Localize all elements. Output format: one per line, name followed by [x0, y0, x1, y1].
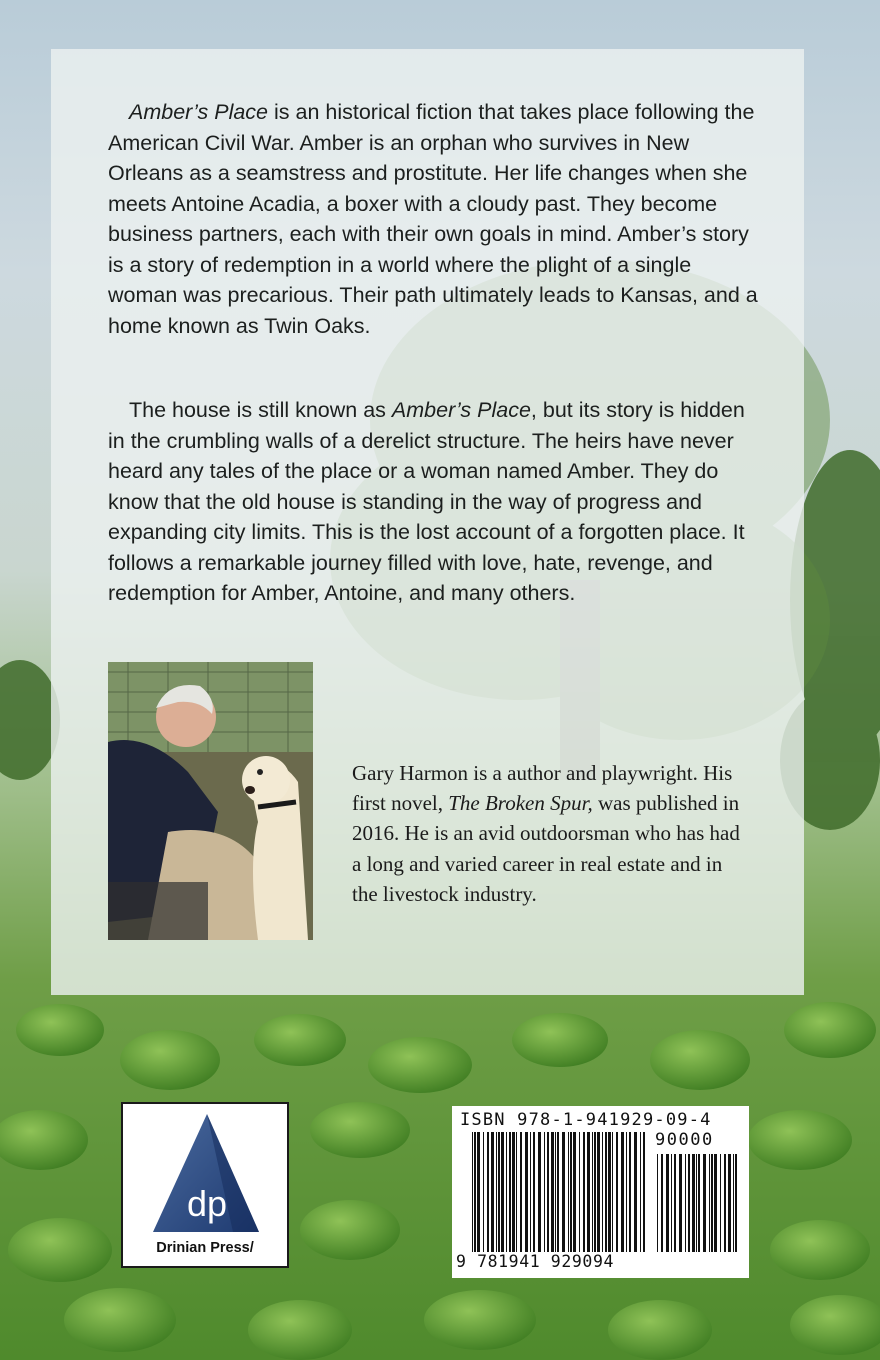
paragraph-2-after: , but its story is hidden in the crumbling walls of a derelict structure. The heirs have never heard any tales of the place or a woman named Amber. They do know that the old house is standing in the way of progress and expanding city limits. This is the lost account of a forgotten place. It follows a remarkable journey filled with love, hate, revenge, and redemption for Amber, Antoine, and many others.: [108, 398, 745, 605]
author-bio: [352, 758, 752, 909]
description-paragraph-1: [108, 97, 758, 341]
book-title-inline: Amber’s Place: [391, 398, 531, 422]
paragraph-1-text: is an historical fiction that takes place following the American Civil War. Amber is an orphan who survives in New Orleans as a seamstress and prostitute. Her life changes when she meets Antoine Acadia, a boxer with a cloudy past. They become business partners, each with their own goals in mind. Amber’s story is a story of redemption in a world where the plight of a single woman was precarious. Their path ultimately leads to Kansas, and a home known as Twin Oaks.: [108, 100, 758, 338]
addon-barcode-bars: [657, 1154, 739, 1252]
publisher-logo-letters: dp: [186, 1183, 228, 1224]
book-title: Amber’s Place: [129, 100, 269, 124]
paragraph-2-before: The house is still known as: [129, 398, 392, 422]
publisher-logo: [121, 1102, 289, 1268]
first-novel-title: The Broken Spur,: [448, 791, 593, 816]
publisher-name: Drinian Press/: [156, 1240, 254, 1256]
ean-digits: 9 781941 929094: [456, 1252, 615, 1271]
bio-text-before: Gary Harmon is a author and playwright. His first novel,: [352, 761, 733, 816]
author-photo: [108, 662, 313, 940]
isbn-barcode: [452, 1106, 749, 1278]
price-code: 90000: [655, 1130, 714, 1150]
bio-text-after: was published in 2016. He is an avid outdoorsman who has had a long and varied career in real estate and in the livestock industry.: [352, 791, 740, 906]
ean-barcode-bars: [472, 1132, 648, 1252]
isbn-number: ISBN 978-1-941929-09-4: [460, 1110, 712, 1130]
description-paragraph-2: [108, 395, 758, 609]
